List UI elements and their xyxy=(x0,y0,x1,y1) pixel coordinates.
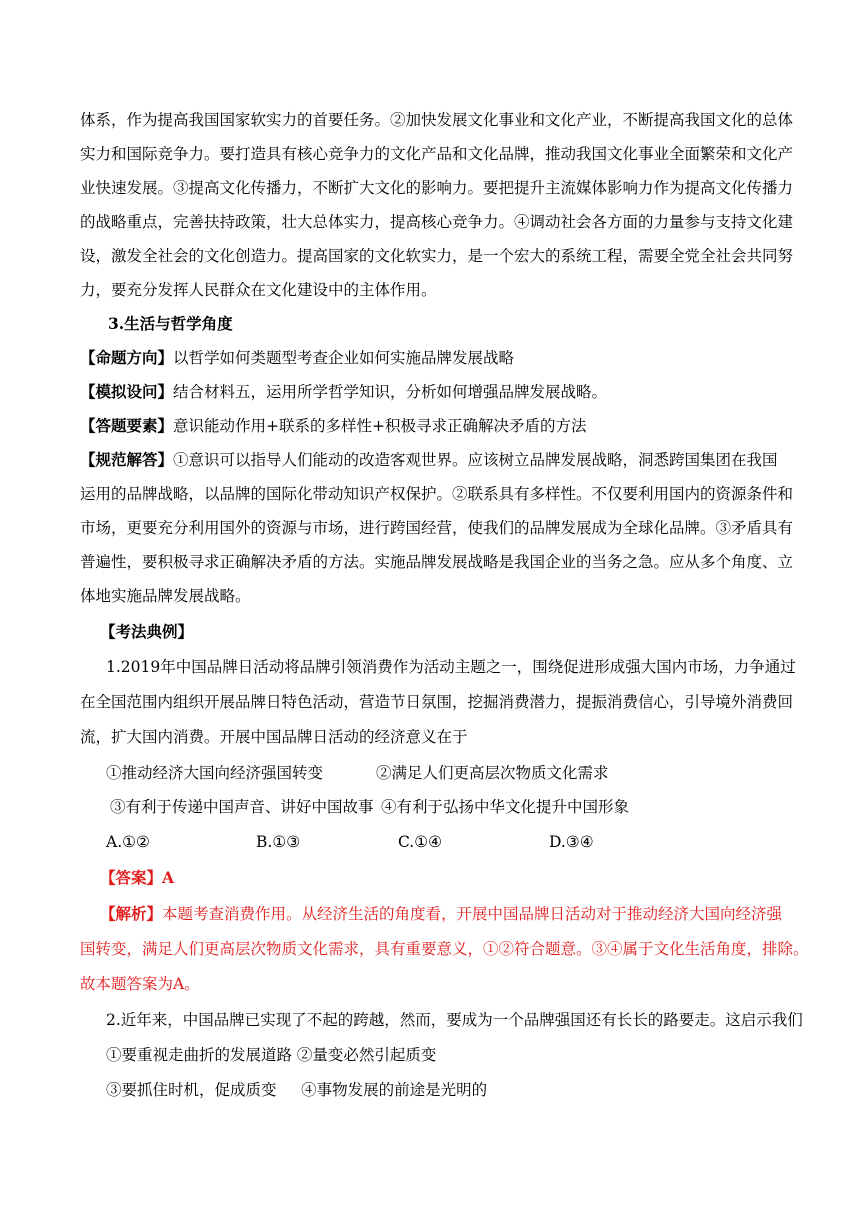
q1-answer-value: A xyxy=(162,868,175,887)
culture-line-2: 实力和国际竞争力。要打造具有核心竞争力的文化产品和文化品牌，推动我国文化事业全面繁荣和文化产 xyxy=(80,145,794,163)
culture-line-5: 设，激发全社会的文化创造力。提高国家的文化软实力，是一个宏大的系统工程，需要全党全社会共同努 xyxy=(80,247,794,265)
q1-option-1: ①推动经济大国向经济强国转变 xyxy=(106,764,324,782)
direction-row xyxy=(80,348,514,368)
answer-line-5: 体地实施品牌发展战略。 xyxy=(80,587,251,605)
q1-stem-line-3: 流，扩大国内消费。开展中国品牌日活动的经济意义在于 xyxy=(80,728,468,746)
q1-stem-line-2: 在全国范围内组织开展品牌日特色活动，营造节日氛围，挖掘消费潜力，提振消费信心，引导境外消费回 xyxy=(80,693,794,711)
question-text: 结合材料五，运用所学哲学知识，分析如何增强品牌发展战略。 xyxy=(173,383,608,401)
answer-line-3: 市场，更要充分利用国外的资源与市场，进行跨国经营，使我们的品牌发展成为全球化品牌。③矛盾具有 xyxy=(80,519,794,537)
answer-label: 【规范解答】 xyxy=(80,450,174,469)
culture-line-6: 力，要充分发挥人民群众在文化建设中的主体作用。 xyxy=(80,281,437,299)
q1-answer-row xyxy=(100,868,174,888)
q1-analysis-line-1: 本题考查消费作用。从经济生活的角度看，开展中国品牌日活动对于推动经济大国向经济强 xyxy=(162,905,783,923)
q2-options-line-1: ①要重视走曲折的发展道路 ②量变必然引起质变 xyxy=(106,1046,437,1064)
answer-line-1: ①意识可以指导人们能动的改造客观世界。应该树立品牌发展战略，洞悉跨国集团在我国 xyxy=(173,451,778,469)
q1-choice-b: B.①③ xyxy=(256,833,301,851)
question-label: 【模拟设问】 xyxy=(80,382,174,401)
elements-text: 意识能动作用+联系的多样性+积极寻求正确解决矛盾的方法 xyxy=(173,417,587,435)
examples-heading: 【考法典例】 xyxy=(100,622,194,641)
q2-stem: 2.近年来，中国品牌已实现了不起的跨越，然而，要成为一个品牌强国还有长长的路要走。这启示我们 xyxy=(106,1011,803,1029)
answer-line-4: 普遍性，要积极寻求正确解决矛盾的方法。实施品牌发展战略是我国企业的当务之急。应从多个角度、立 xyxy=(80,553,794,571)
question-row xyxy=(80,382,607,402)
q1-option-3: ③有利于传递中国声音、讲好中国故事 xyxy=(110,798,374,816)
q1-choice-a: A.①② xyxy=(106,833,150,851)
elements-row xyxy=(80,416,587,436)
culture-line-4: 的战略重点，完善扶持政策，壮大总体实力，提高核心竞争力。④调动社会各方面的力量参与支持文化建 xyxy=(80,213,794,231)
answer-row-1 xyxy=(80,450,778,470)
q1-analysis-label: 【解析】 xyxy=(100,904,163,923)
q1-analysis-line-3: 故本题答案为A。 xyxy=(80,975,200,993)
direction-label: 【命题方向】 xyxy=(80,348,174,367)
q1-analysis-line-2: 国转变，满足人们更高层次物质文化需求，具有重要意义，①②符合题意。③④属于文化生活角度，排除。 xyxy=(80,940,809,958)
q1-stem-line-1: 1.2019年中国品牌日活动将品牌引领消费作为活动主题之一，围绕促进形成强大国内市场，力争通过 xyxy=(106,658,796,676)
culture-line-1: 体系，作为提高我国国家软实力的首要任务。②加快发展文化事业和文化产业，不断提高我国文化的总体 xyxy=(80,111,794,129)
direction-text: 以哲学如何类题型考查企业如何实施品牌发展战略 xyxy=(173,349,515,367)
culture-line-3: 业快速发展。③提高文化传播力，不断扩大文化的影响力。要把提升主流媒体影响力作为提高文化传播力 xyxy=(80,179,794,197)
q1-option-2: ②满足人们更高层次物质文化需求 xyxy=(376,764,609,782)
q1-answer-label: 【答案】 xyxy=(100,868,163,887)
answer-line-2: 运用的品牌战略，以品牌的国际化带动知识产权保护。②联系具有多样性。不仅要利用国内的资源条件和 xyxy=(80,485,794,503)
q1-choice-c: C.①④ xyxy=(398,833,443,851)
q2-options-line-2: ③要抓住时机，促成质变 ④事物发展的前途是光明的 xyxy=(106,1081,488,1099)
elements-label: 【答题要素】 xyxy=(80,416,174,435)
q1-option-4: ④有利于弘扬中华文化提升中国形象 xyxy=(381,798,630,816)
section-heading: 3.生活与哲学角度 xyxy=(108,314,233,333)
q1-analysis-row-1 xyxy=(100,904,782,924)
q1-choice-d: D.③④ xyxy=(549,833,594,851)
